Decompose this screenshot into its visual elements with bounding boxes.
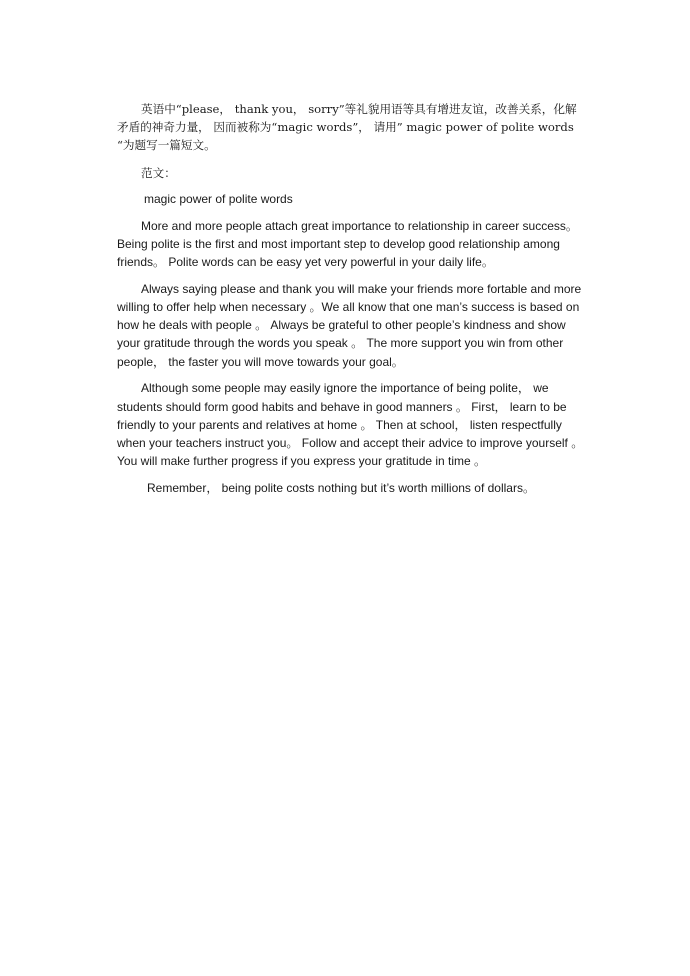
essay-title: magic power of polite words bbox=[144, 191, 293, 206]
essay-paragraph-2: Always saying please and thank you will make your friends more fortable and more willing to offer help when necessary 。We all know that one man’s success is based on how he deals with people 。 Always be grateful to other people’s kindness and show your gratitude through the words you speak 。 The more support you win from other people， the faster you will move towards your goal。 bbox=[117, 281, 582, 369]
document-page bbox=[117, 100, 585, 506]
essay-paragraph-1: More and more people attach great importance to relationship in career success。Being polite is the first and most important step to develop good relationship among friends。 Polite words can be easy yet very powerful in your daily life。 bbox=[117, 218, 578, 270]
essay-paragraph-3: Although some people may easily ignore the importance of being polite， we students should form good habits and behave in good manners 。 First， learn to be friendly to your parents and relatives at home 。 Then at school， listen respectfully when your teachers instruct you。 Follow and accept their advice to improve yourself 。 You will make further progress if you express your gratitude in time 。 bbox=[117, 381, 584, 469]
writing-prompt: 英语中“please， thank you， sorry”等礼貌用语等具有增进友谊，改善关系，化解矛盾的神奇力量， 因而被称为“magic words”， 请用” magic power of polite words “为题写一篇短文。 bbox=[117, 102, 577, 153]
sample-label: 范文： bbox=[141, 165, 176, 180]
essay-closing: Remember， being polite costs nothing but it’s worth millions of dollars。 bbox=[147, 481, 535, 496]
